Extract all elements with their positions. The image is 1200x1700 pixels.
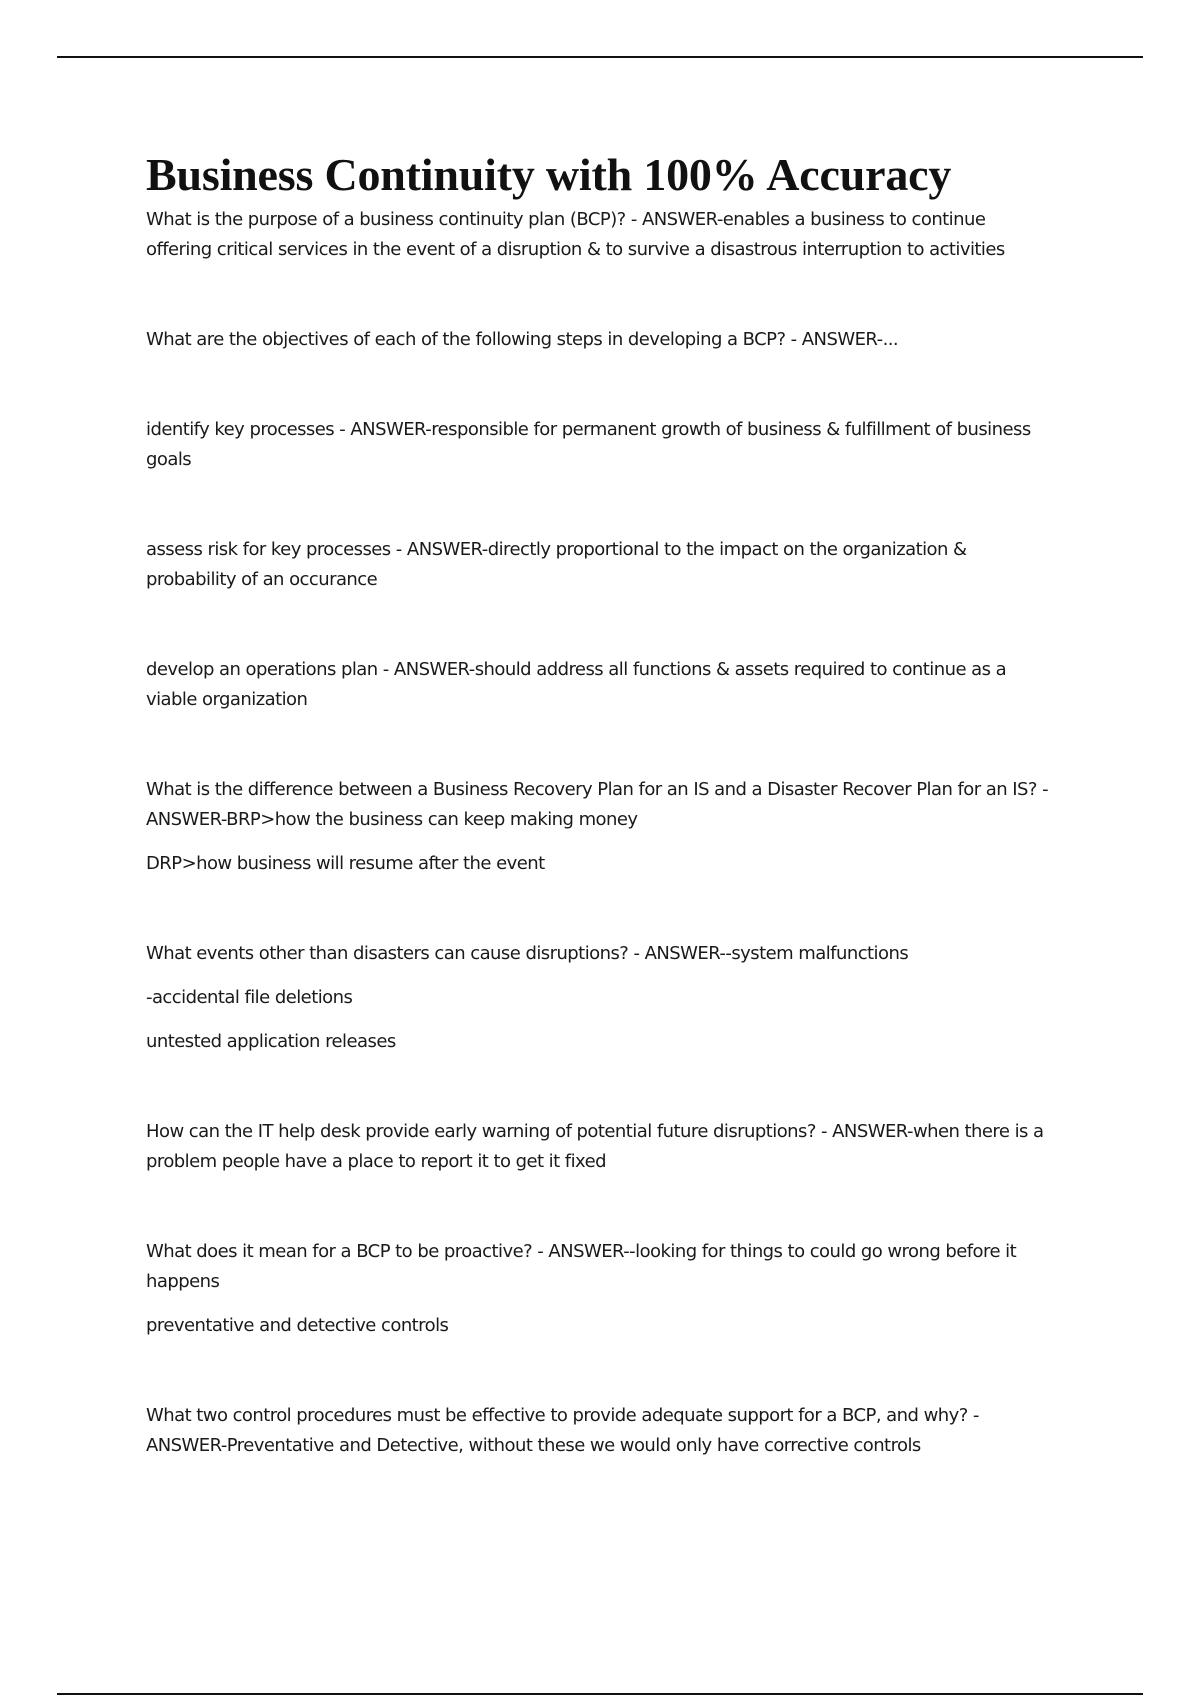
qa-7-line-3: untested application releases (146, 1031, 396, 1052)
qa-9-line-2: preventative and detective controls (146, 1315, 449, 1336)
qa-2-line-1: What are the objectives of each of the following steps in developing a BCP? - ANSWER-... (146, 329, 899, 350)
qa-7-line-1: What events other than disasters can cause disruptions? - ANSWER--system malfunctions (146, 943, 909, 964)
qa-9-line-1: What does it mean for a BCP to be proactive? - ANSWER--looking for things to could go wrong before it happens (146, 1241, 1017, 1292)
document-title: Business Continuity with 100% Accuracy (146, 149, 952, 200)
qa-1-line-1: What is the purpose of a business continuity plan (BCP)? - ANSWER-enables a business to continue offering critical services in the event of a disruption & to survive a disastrous interruption to activities (146, 209, 1005, 260)
qa-8-line-1: How can the IT help desk provide early warning of potential future disruptions? - ANSWER-when there is a problem people have a place to report it to get it fixed (146, 1121, 1044, 1172)
qa-6-line-2: DRP>how business will resume after the event (146, 853, 545, 874)
qa-3-line-1: identify key processes - ANSWER-responsible for permanent growth of business & fulfillment of business goals (146, 419, 1031, 470)
qa-10-line-1: What two control procedures must be effective to provide adequate support for a BCP, and why? - ANSWER-Preventative and Detective, without these we would only have corrective controls (146, 1405, 979, 1456)
document-body (146, 145, 1056, 1461)
qa-6-line-1: What is the difference between a Business Recovery Plan for an IS and a Disaster Recover Plan for an IS? - ANSWER-BRP>how the business can keep making money (146, 779, 1049, 830)
qa-5-line-1: develop an operations plan - ANSWER-should address all functions & assets required to continue as a viable organization (146, 659, 1007, 710)
bottom-rule (57, 1693, 1143, 1695)
top-rule (57, 56, 1143, 58)
qa-7-line-2: -accidental file deletions (146, 987, 353, 1008)
qa-4-line-1: assess risk for key processes - ANSWER-directly proportional to the impact on the organization & probability of an occurance (146, 539, 967, 590)
